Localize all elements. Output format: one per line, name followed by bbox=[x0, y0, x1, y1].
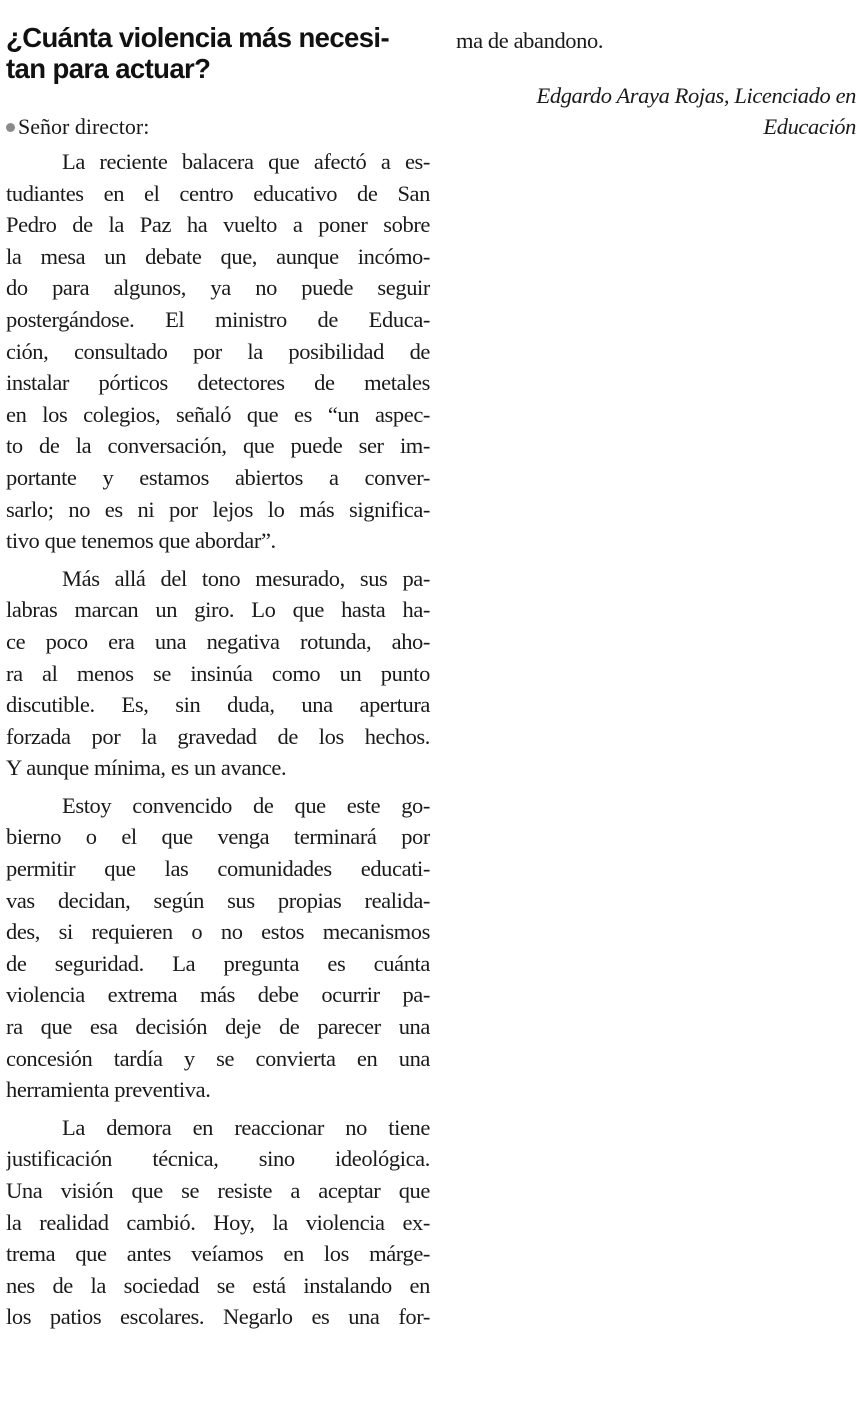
paragraph bbox=[6, 563, 430, 784]
paragraph-line: ce poco era una negativa rotunda, aho- bbox=[6, 628, 430, 654]
paragraph-line: justificación técnica, sino ideológica. bbox=[6, 1146, 430, 1172]
paragraph-line: Estoy convencido de que este go- bbox=[62, 792, 430, 818]
paragraph-line: La demora en reaccionar no tiene bbox=[62, 1114, 430, 1140]
paragraph-line: los patios escolares. Negarlo es una for- bbox=[6, 1304, 430, 1330]
paragraph-line: en los colegios, señaló que es “un aspec- bbox=[6, 401, 430, 427]
paragraph-line: Pedro de la Paz ha vuelto a poner sobre bbox=[6, 212, 430, 238]
continuation-text: ma de abandono. bbox=[456, 28, 604, 53]
paragraph-line: do para algunos, ya no puede seguir bbox=[6, 275, 430, 301]
paragraph-line: des, si requieren o no estos mecanismos bbox=[6, 919, 430, 945]
signature-line-1: Edgardo Araya Rojas, Licenciado en bbox=[536, 83, 856, 108]
paragraph-line: labras marcan un giro. Lo que hasta ha- bbox=[6, 597, 430, 623]
headline bbox=[6, 22, 430, 84]
paragraph-line: Una visión que se resiste a aceptar que bbox=[6, 1178, 430, 1203]
letter-body bbox=[6, 146, 430, 1333]
paragraph-line: Y aunque mínima, es un avance. bbox=[6, 755, 287, 781]
paragraph-line: ra que esa decisión deje de parecer una bbox=[6, 1014, 430, 1040]
signature bbox=[456, 80, 856, 142]
paragraph bbox=[6, 790, 430, 1106]
paragraph-line: tudiantes en el centro educativo de San bbox=[6, 180, 430, 206]
bullet-icon bbox=[6, 123, 15, 132]
paragraph-line: permitir que las comunidades educati- bbox=[6, 856, 430, 882]
headline-line-1: ¿Cuánta violencia más necesi- bbox=[6, 22, 390, 53]
paragraph-line: La reciente balacera que afectó a es- bbox=[62, 149, 430, 174]
paragraph-line: ción, consultado por la posibilidad de bbox=[6, 338, 430, 364]
paragraph-line: portante y estamos abiertos a conver- bbox=[6, 464, 430, 490]
paragraph-line: Más allá del tono mesurado, sus pa- bbox=[62, 565, 430, 591]
paragraph bbox=[6, 146, 430, 557]
salutation-text: Señor director: bbox=[18, 114, 150, 139]
paragraph-line: forzada por la gravedad de los hechos. bbox=[6, 723, 430, 749]
paragraph-line: instalar pórticos detectores de metales bbox=[6, 370, 430, 396]
paragraph-line: trema que antes veíamos en los márge- bbox=[6, 1241, 430, 1267]
paragraph-line: vas decidan, según sus propias realida- bbox=[6, 887, 430, 913]
paragraph-line: bierno o el que venga terminará por bbox=[6, 824, 430, 850]
paragraph-line: ra al menos se insinúa como un punto bbox=[6, 660, 430, 686]
paragraph-line: nes de la sociedad se está instalando en bbox=[6, 1272, 430, 1298]
paragraph-line: de seguridad. La pregunta es cuánta bbox=[6, 950, 430, 976]
headline-line-2: tan para actuar? bbox=[6, 53, 211, 84]
paragraph-line: herramienta preventiva. bbox=[6, 1077, 211, 1103]
paragraph-line: tivo que tenemos que abordar”. bbox=[6, 528, 276, 554]
paragraph bbox=[6, 1112, 430, 1333]
paragraph-line: violencia extrema más debe ocurrir pa- bbox=[6, 982, 430, 1008]
paragraph-line: postergándose. El ministro de Educa- bbox=[6, 306, 430, 332]
paragraph-line: discutible. Es, sin duda, una apertura bbox=[6, 692, 430, 718]
paragraph-line: to de la conversación, que puede ser im- bbox=[6, 433, 430, 459]
paragraph-line: concesión tardía y se convierta en una bbox=[6, 1045, 430, 1071]
salutation bbox=[6, 111, 430, 142]
paragraph-line: la realidad cambió. Hoy, la violencia ex- bbox=[6, 1209, 430, 1235]
paragraph-line: la mesa un debate que, aunque incómo- bbox=[6, 243, 430, 269]
signature-line-2: Educación bbox=[763, 114, 856, 139]
paragraph-line: sarlo; no es ni por lejos lo más significa- bbox=[6, 496, 430, 522]
right-column bbox=[456, 0, 856, 142]
left-column bbox=[6, 0, 430, 1333]
